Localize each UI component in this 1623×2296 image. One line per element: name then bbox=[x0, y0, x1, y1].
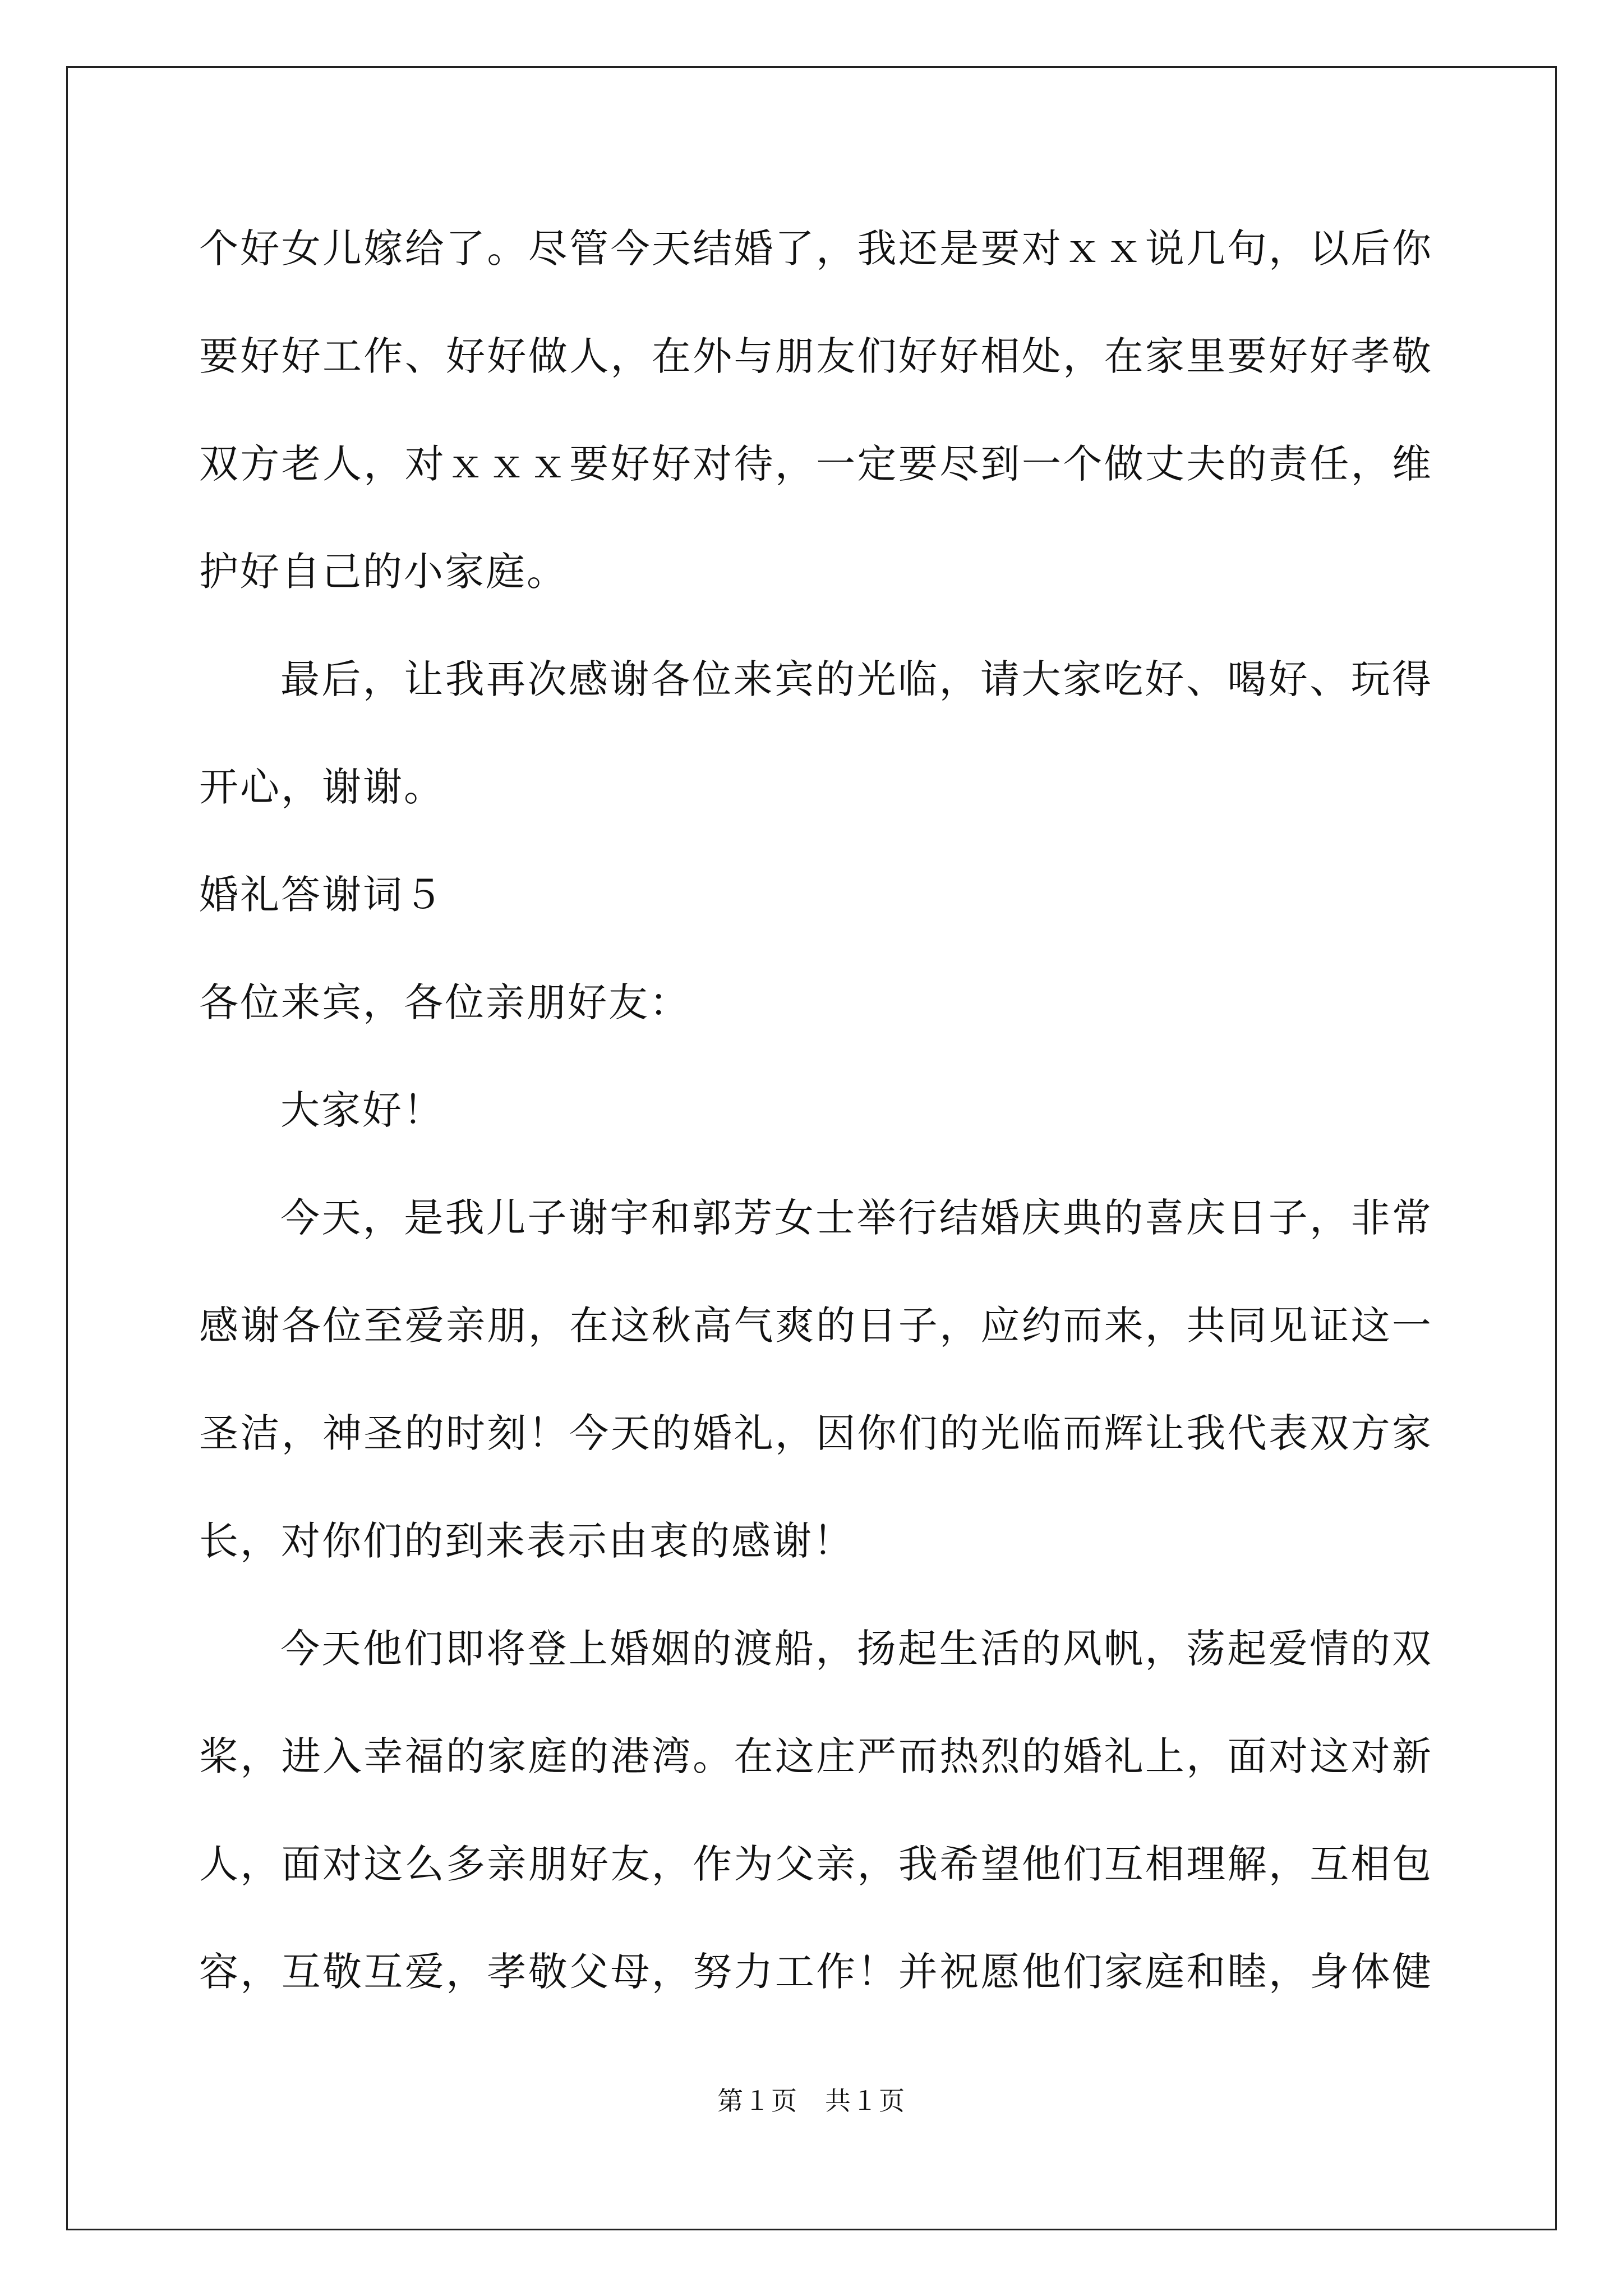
text-line: 大家好！ bbox=[280, 1087, 444, 1133]
text-line: 圣洁，神圣的时刻！今天的婚礼，因你们的光临而辉让我代表双方家 bbox=[199, 1410, 1433, 1456]
text-line: 最后，让我再次感谢各位来宾的光临，请大家吃好、喝好、玩得 bbox=[280, 656, 1433, 702]
page-footer: 第１页 共１页 bbox=[717, 2086, 906, 2116]
text-line: 桨，进入幸福的家庭的港湾。在这庄严而热烈的婚礼上，面对这对新 bbox=[199, 1733, 1433, 1779]
text-line: 今天他们即将登上婚姻的渡船，扬起生活的风帆，荡起爱情的双 bbox=[280, 1626, 1433, 1672]
text-line: 个好女儿嫁给了。尽管今天结婚了，我还是要对ｘｘ说几句，以后你 bbox=[199, 226, 1433, 272]
text-line: 长，对你们的到来表示由衷的感谢！ bbox=[199, 1518, 854, 1564]
text-line: 容，互敬互爱，孝敬父母，努力工作！并祝愿他们家庭和睦，身体健 bbox=[199, 1949, 1433, 1995]
text-line: 今天，是我儿子谢宇和郭芳女士举行结婚庆典的喜庆日子，非常 bbox=[280, 1195, 1433, 1241]
text-line: 各位来宾，各位亲朋好友： bbox=[199, 979, 690, 1025]
text-line: 双方老人，对ｘｘｘ要好好对待，一定要尽到一个做丈夫的责任，维 bbox=[199, 441, 1433, 487]
text-line: 开心，谢谢。 bbox=[199, 764, 445, 810]
text-line: 护好自己的小家庭。 bbox=[199, 549, 568, 595]
text-line: 人，面对这么多亲朋好友，作为父亲，我希望他们互相理解，互相包 bbox=[199, 1841, 1433, 1887]
text-line: 感谢各位至爱亲朋，在这秋高气爽的日子，应约而来，共同见证这一 bbox=[199, 1303, 1433, 1349]
page-border bbox=[66, 66, 1557, 2230]
text-line: 要好好工作、好好做人，在外与朋友们好好相处，在家里要好好孝敬 bbox=[199, 333, 1433, 379]
text-line: 婚礼答谢词５ bbox=[199, 872, 445, 918]
